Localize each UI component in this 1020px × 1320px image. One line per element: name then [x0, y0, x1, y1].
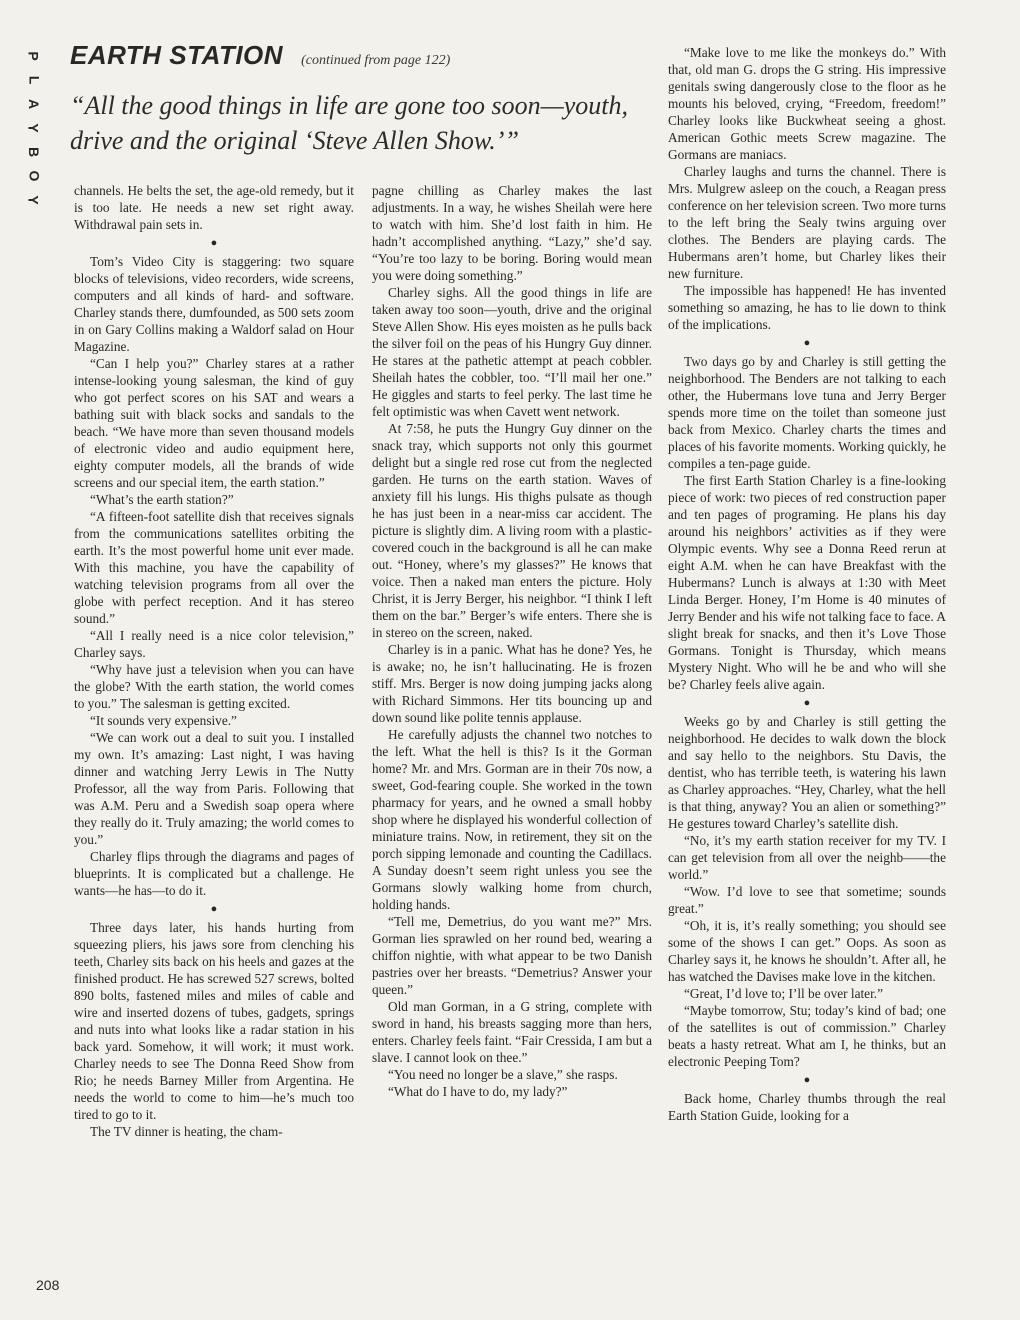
article-header — [70, 40, 630, 71]
section-break-bullet: ● — [803, 697, 811, 709]
spine-letter: P — [26, 51, 42, 61]
spine-letter: L — [26, 75, 42, 85]
article-paragraph: “It sounds very expensive.” — [90, 713, 237, 728]
article-paragraph: Tom’s Video City is staggering: two square blocks of televisions, video recorders, wide screens, computers and all kinds of hard- and software. Charley stands there, dumfounded, as 500 sets zoom in on Gary Collins making a Waldorf salad on Hour Magazine. — [74, 254, 354, 354]
article-paragraph: “Great, I’d love to; I’ll be over later.” — [684, 986, 883, 1001]
spine-letter: O — [25, 170, 42, 182]
article-paragraph: The impossible has happened! He has invented something so amazing, he has to lie down to think of the implications. — [668, 283, 946, 332]
article-paragraph: Three days later, his hands hurting from squeezing pliers, his jaws sore from clenching his teeth, Charley sits back on his heels and gazes at the finished product. He has screwed 527 screws, bolted 890 bolts, fastened miles and miles of cable and wire and inserted dozens of tubes, gadgets, springs and nuts into what looks like a radar station in his back yard. Somehow, it will work; it must work. Charley needs to see The Donna Reed Show from Rio; he needs Barney Miller from Argentina. He needs the world to come to him—he’s much too tired to go to it. — [74, 920, 354, 1122]
article-paragraph: pagne chilling as Charley makes the last adjustments. In a way, he wishes Sheilah were here to watch with him. She’d lost faith in him. He hadn’t accomplished anything. “Lazy,” she’d say. “You’re too lazy to be boring. Boring would mean you were doing something.” — [372, 183, 652, 283]
article-paragraph: “Can I help you?” Charley stares at a rather intense-looking young salesman, the kind of guy who got perfect scores on his SAT and wears a bathing suit with black socks and sandals to the beach. “We have more than seven thousand models of electronic video and audio equipment here, eighty computer models, all the brands of wide screens and our special item, the earth station.” — [74, 356, 354, 490]
article-paragraph: Back home, Charley thumbs through the real Earth Station Guide, looking for a — [668, 1091, 946, 1123]
article-paragraph: “We can work out a deal to suit you. I installed my own. It’s amazing: Last night, I was having dinner and watching Jerry Lewis in The Nutty Professor, all the way from Paris. Following that was A.M. Peru and a Swedish soap opera where they really do it. Truly amazing; the world comes to you.” — [74, 730, 354, 847]
article-paragraph: “Tell me, Demetrius, do you want me?” Mrs. Gorman lies sprawled on her round bed, wearing a chiffon nightie, with what appear to be two Danish pastries over her breasts. “Demetrius? Answer your queen.” — [372, 914, 652, 997]
article-paragraph: “Make love to me like the monkeys do.” With that, old man G. drops the G string. His impressive genitals swing dangerously close to the floor as he mounts his beloved, crying, “Freedom, freedom!” Charley looks like Buckwheat seeing a ghost. American Gothic meets Screw magazine. The Gormans are maniacs. — [668, 45, 946, 162]
text-column-3 — [668, 44, 946, 1124]
pull-quote: “All the good things in life are gone too soon—youth, drive and the original ‘Steve Allen Show.’” — [70, 91, 629, 155]
section-title: EARTH STATION — [70, 40, 284, 70]
magazine-spine-label — [24, 44, 44, 212]
article-paragraph: “A fifteen-foot satellite dish that receives signals from the communications satellites orbiting the earth. It’s the most powerful home unit ever made. With this machine, you have the capability of watching television programs from all over the globe with perfect reception. And it has stereo sound.” — [74, 509, 354, 626]
article-paragraph: Weeks go by and Charley is still getting the neighborhood. He decides to walk down the block and say hello to the neighbors. Stu Davis, the dentist, who has terrible teeth, is watering his lawn as Charley approaches. “Hey, Charley, what the hell is that thing, anyway? You an alien or something?” He gestures toward Charley’s satellite dish. — [668, 714, 946, 831]
article-paragraph: At 7:58, he puts the Hungry Guy dinner on the snack tray, which supports not only this gourmet delight but a single red rose cut from the neglected garden. He turns on the earth station. Waves of anxiety fill his lungs. His thighs pulsate as though he has just been in a near-miss car accident. The picture is slightly dim. A living room with a plastic-covered couch in the background is all he can make out. “Honey, where’s my glasses?” He knows that voice. Then a naked man enters the picture. Holy Christ, it is Jerry Berger, his neighbor. “I think I left them on the bar.” Berger’s wife enters. There she is in stereo on the screen, naked. — [372, 421, 652, 640]
article-paragraph: Charley sighs. All the good things in life are taken away too soon—youth, drive and the original Steve Allen Show. His eyes moisten as he pulls back the silver foil on the peas of his Hungry Guy dinner. He stares at the pathetic attempt at peach cobbler. Sheilah hates the cobbler, too. “I’ll mail her one.” He giggles and starts to feel perky. The last time he felt optimistic was when Cavett went network. — [372, 285, 652, 419]
page-number: 208 — [36, 1277, 60, 1293]
article-paragraph: channels. He belts the set, the age-old remedy, but it is too late. He needs a new set right away. Withdrawal pain sets in. — [74, 183, 354, 232]
article-paragraph: “What’s the earth station?” — [90, 492, 234, 507]
section-break-bullet: ● — [210, 237, 218, 249]
article-paragraph: “All I really need is a nice color television,” Charley says. — [74, 628, 354, 660]
article-paragraph: “Maybe tomorrow, Stu; today’s kind of bad; one of the satellites is out of commission.” Charley beats a hasty retreat. What am I, he thinks, but an electronic Peeping Tom? — [668, 1003, 946, 1069]
article-paragraph: Two days go by and Charley is still getting the neighborhood. The Benders are not talking to each other, the Hubermans love tuna and Jerry Berger spends more time on the toilet than someone just back from Mexico. Charley charts the times and places of his favorite moments. Working quickly, he compiles a ten-page guide. — [668, 354, 946, 471]
article-paragraph: “Why have just a television when you can have the globe? With the earth station, the world comes to you.” The salesman is getting excited. — [74, 662, 354, 711]
spine-letter: Y — [26, 195, 42, 205]
section-break-bullet: ● — [803, 1074, 811, 1086]
spine-letter: A — [26, 98, 42, 110]
spine-letter: Y — [26, 123, 42, 133]
section-break-bullet: ● — [803, 337, 811, 349]
article-paragraph: Charley is in a panic. What has he done? Yes, he is awake; no, he isn’t hallucinating. He is frozen stiff. Mrs. Berger is now doing jumping jacks along with Richard Simmons. Her tits bouncing up and down sound like polite tennis applause. — [372, 642, 652, 725]
continued-note: (continued from page 122) — [301, 53, 451, 68]
article-paragraph: Charley laughs and turns the channel. There is Mrs. Mulgrew asleep on the couch, a Reagan press conference on her television screen. Two more turns to the left bring the Sealy twins arguing over clothes. The Benders are playing cards. The Hubermans aren’t home, but Charley likes their new furniture. — [668, 164, 946, 281]
spine-letter: B — [26, 146, 42, 158]
text-column-1 — [74, 182, 354, 1140]
article-paragraph: The first Earth Station Charley is a fine-looking piece of work: two pieces of red construction paper and ten pages of programing. He plans his day around his neighbors’ activities as if they were Olympic events. Why see a Donna Reed rerun at eight A.M. when he can have Breakfast with the Hubermans? Lunch is always at 1:30 with Meet Linda Berger. Honey, I’m Home is 40 minutes of Jerry Bender and his wife not talking face to face. A slight break for snacks, and then it’s Love Those Gormans. Tonight is Thursday, which means Mystery Night. Who will he be and who will she be? Charley feels alive again. — [668, 473, 946, 692]
article-paragraph: “Wow. I’d love to see that sometime; sounds great.” — [668, 884, 946, 916]
article-paragraph: Charley flips through the diagrams and pages of blueprints. It is complicated but a challenge. He wants—he has—to do it. — [74, 849, 354, 898]
article-paragraph: “You need no longer be a slave,” she rasps. — [388, 1067, 618, 1082]
article-paragraph: “What do I have to do, my lady?” — [388, 1084, 568, 1099]
section-break-bullet: ● — [210, 903, 218, 915]
article-paragraph: He carefully adjusts the channel two notches to the left. What the hell is this? Is it the Gorman home? Mr. and Mrs. Gorman are in their 70s now, a sweet, God-fearing couple. She worked in the town pharmacy for years, and he owned a small hobby shop where he displayed his wonderful collection of miniature trains. Now, in retirement, they sit on the porch sipping lemonade and counting the Cadillacs. A Sunday doesn’t seem right unless you see the Gormans slowly walking home from church, holding hands. — [372, 727, 652, 912]
article-paragraph: The TV dinner is heating, the cham- — [90, 1124, 283, 1139]
article-paragraph: “No, it’s my earth station receiver for my TV. I can get television from all over the neighb——the world.” — [668, 833, 946, 882]
article-paragraph: Old man Gorman, in a G string, complete with sword in hand, his breasts sagging more than hers, enters. Charley feels faint. “Fair Cressida, I am but a slave. I cannot look on thee.” — [372, 999, 652, 1065]
article-paragraph: “Oh, it is, it’s really something; you should see some of the shows I can get.” Oops. As soon as Charley says it, he knows he shouldn’t. After all, he has watched the Davises make love in the kitchen. — [668, 918, 946, 984]
text-column-2 — [372, 182, 652, 1100]
